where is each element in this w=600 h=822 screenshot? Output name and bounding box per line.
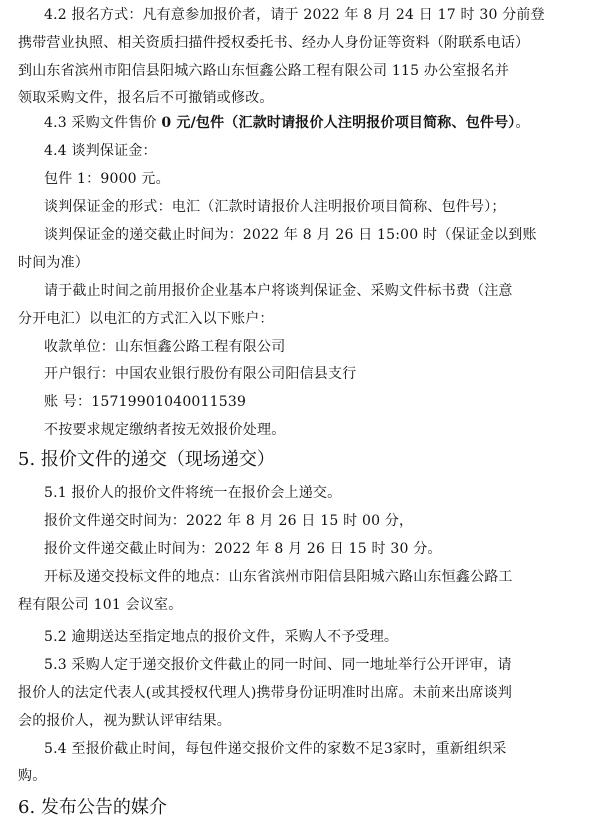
para-4-4-deadline-line2: 时间为准） <box>18 255 89 271</box>
para-4-3-price: 0 元/包件（汇款时请报价人注明报价项目简称、包件号） <box>161 115 516 131</box>
location-line2: 程有限公司 101 会议室。 <box>18 597 183 613</box>
para-5-3-line3: 会的报价人，视为默认评审结果。 <box>18 713 231 729</box>
submit-deadline: 报价文件递交截止时间为：2022 年 8 月 26 日 15 时 30 分。 <box>44 541 442 557</box>
para-4-2-line2: 携带营业执照、相关资质扫描件授权委托书、经办人身份证等资料（附联系电话） <box>18 35 530 51</box>
para-4-4-title: 4.4 谈判保证金： <box>44 143 157 159</box>
para-4-2-line4: 领取采购文件，报名后不可撤销或修改。 <box>18 90 274 106</box>
para-5-1: 5.1 报价人的报价文件将统一在报价会上递交。 <box>44 485 342 501</box>
para-4-4-remit-line2: 分开电汇）以电汇的方式汇入以下账户： <box>18 311 274 327</box>
para-4-2-line1: 4.2 报名方式：凡有意参加报价者，请于 2022 年 8 月 24 日 17 时 30 分前登 <box>44 7 545 23</box>
location-line1: 开标及递交投标文件的地点：山东省滨州市阳信县阳城六路山东恒鑫公路工 <box>44 569 513 585</box>
para-4-2-line3: 到山东省滨州市阳信县阳城六路山东恒鑫公路工程有限公司 115 办公室报名并 <box>18 63 510 79</box>
bank-line: 开户银行：中国农业银行股份有限公司阳信县支行 <box>44 366 357 382</box>
para-4-4-remit-line1: 请于截止时间之前用报价企业基本户将谈判保证金、采购文件标书费（注意 <box>44 283 513 299</box>
para-5-4-line2: 购。 <box>18 768 47 784</box>
para-4-3-suffix: 。 <box>515 115 530 131</box>
para-5-2: 5.2 逾期送达至指定地点的报价文件，采购人不予受理。 <box>44 629 399 645</box>
invalid-note: 不按要求规定缴纳者按无效报价处理。 <box>44 422 286 438</box>
para-4-4-form: 谈判保证金的形式：电汇（汇款时请报价人注明报价项目简称、包件号）； <box>44 199 506 215</box>
para-4-3 <box>44 114 530 132</box>
payee-line: 收款单位：山东恒鑫公路工程有限公司 <box>44 339 286 355</box>
account-line: 账 号：15719901040011539 <box>44 394 247 410</box>
section-6-heading: 6. 发布公告的媒介 <box>18 797 167 818</box>
para-5-3-line1: 5.3 采购人定于递交报价文件截止的同一时间、同一地址举行公开评审，请 <box>44 657 512 673</box>
para-5-4-line1: 5.4 至报价截止时间，每包件递交报价文件的家数不足3家时，重新组织采 <box>44 741 507 757</box>
section-5-heading: 5. 报价文件的递交（现场递交） <box>18 449 275 470</box>
para-4-3-prefix: 4.3 采购文件售价 <box>44 115 162 131</box>
submit-time: 报价文件递交时间为：2022 年 8 月 26 日 15 时 00 分， <box>44 513 414 529</box>
para-4-4-package: 包件 1：9000 元。 <box>44 171 170 187</box>
para-4-4-deadline-line1: 谈判保证金的递交截止时间为：2022 年 8 月 26 日 15:00 时（保证金以到账 <box>44 227 537 243</box>
para-5-3-line2: 报价人的法定代表人(或其授权代理人)携带身份证明准时出席。未前来出席谈判 <box>18 685 513 701</box>
